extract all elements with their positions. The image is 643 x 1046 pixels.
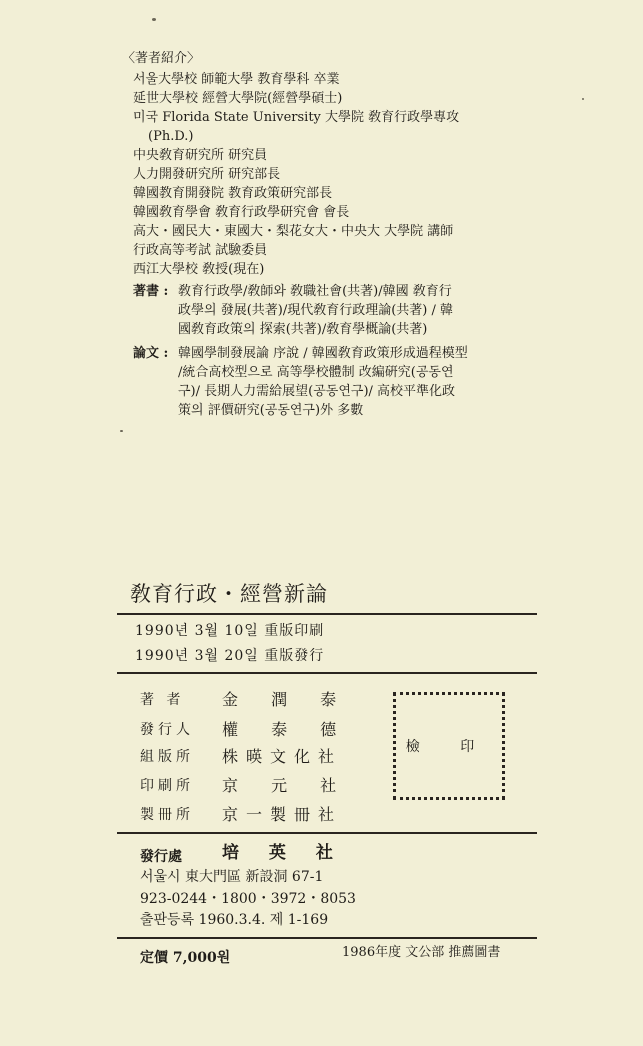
bio-line: (Ph.D.) — [148, 129, 194, 144]
papers-line: /統合高校型으로 高等學校體制 改編硏究(공동연 — [178, 365, 454, 380]
recommendation: 1986年度 文公部 推薦圖書 — [342, 945, 501, 960]
price: 定價 7,000원 — [140, 950, 231, 966]
credit-name: 金 潤 泰 — [222, 690, 351, 709]
bio-line: 西江大學校 敎授(現在) — [133, 262, 265, 277]
bio-line: 서울大學校 師範大學 教育學科 卒業 — [133, 72, 340, 87]
credit-role: 印刷所 — [140, 778, 194, 794]
print-date: 1990년 3월 10일 重版印刷 — [135, 623, 325, 639]
bio-line: 韓國敎育學會 敎育行政學研究會 會長 — [133, 205, 350, 220]
papers-line: 구)/ 長期人力需給展望(공동연구)/ 高校平準化政 — [178, 384, 456, 399]
bio-line: 人力開發研究所 研究部長 — [133, 167, 281, 182]
credit-role: 發行人 — [140, 722, 194, 738]
book-title: 敎育行政・經營新論 — [130, 582, 328, 606]
books-line: 敎育行政學/敎師와 敎職社會(共著)/韓國 敎育行 — [178, 284, 452, 299]
paper-speck — [582, 98, 584, 100]
publisher-address: 서울시 東大門區 新設洞 67-1 — [140, 869, 324, 885]
paper-speck — [120, 430, 123, 432]
bio-heading: 〈著者紹介〉 — [122, 51, 201, 66]
bio-line: 延世大學校 經營大學院(經營學碩士) — [133, 91, 343, 106]
books-label: 著書 : — [133, 284, 169, 299]
paper-speck — [152, 18, 156, 21]
papers-line: 韓國學制發展論 序說 / 韓國敎育政策形成過程模型 — [178, 346, 468, 361]
books-line: 國敎育政策의 探索(共著)/敎育學概論(共著) — [178, 322, 428, 337]
divider — [117, 613, 537, 615]
credit-role: 製冊所 — [140, 807, 194, 823]
credit-name: 京一製冊社 — [222, 805, 343, 824]
credit-role: 著 者 — [140, 692, 185, 708]
papers-label: 論文 : — [133, 346, 169, 361]
bio-line: 미국 Florida State University 大學院 敎育行政學專攻 — [133, 110, 460, 125]
publisher-name: 培 英 社 — [222, 843, 345, 863]
credit-name: 權 泰 德 — [222, 720, 351, 739]
books-line: 政學의 發展(共著)/現代敎育行政理論(共著) / 韓 — [178, 303, 454, 318]
bio-line: 韓國教育開發院 教育政策研究部長 — [133, 186, 333, 201]
bio-line: 高大・國民大・東國大・梨花女大・中央大 大學院 講師 — [133, 224, 454, 239]
divider — [117, 672, 537, 674]
publisher-registration: 출판등록 1960.3.4. 제 1-169 — [140, 912, 329, 928]
inspection-stamp-box — [393, 692, 505, 800]
stamp-label: 檢 印 — [405, 739, 493, 755]
publisher-phone: 923-0244・1800・3972・8053 — [140, 891, 356, 907]
divider — [117, 832, 537, 834]
bio-line: 中央敎育研究所 研究員 — [133, 148, 268, 163]
papers-line: 策의 評價研究(공동연구)外 多數 — [178, 403, 364, 418]
credit-name: 株暎文化社 — [222, 747, 343, 766]
credit-name: 京 元 社 — [222, 776, 351, 795]
credit-role: 組版所 — [140, 749, 194, 765]
bio-line: 行政高等考試 試驗委員 — [133, 243, 268, 258]
divider — [117, 937, 537, 939]
publisher-label: 發行處 — [140, 849, 182, 865]
publish-date: 1990년 3월 20일 重版發行 — [135, 648, 325, 664]
